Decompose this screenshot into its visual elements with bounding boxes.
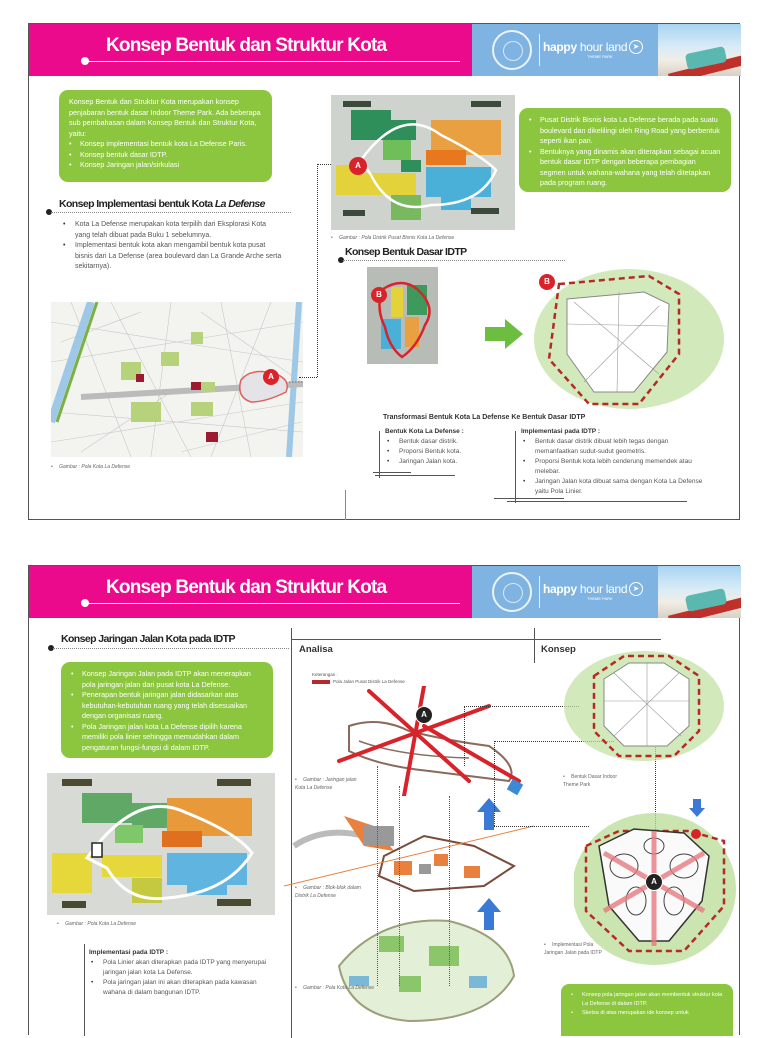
konsep-caption: • Bentuk Dasar Indoor Theme Park [563,773,628,789]
marker-b: B [371,287,387,303]
jaringan-box [61,662,273,758]
deco-rule [494,498,564,499]
header-photo [658,24,741,76]
section-heading-bentuk-dasar: Konsep Bentuk Dasar IDTP [345,246,467,258]
left-col-title: Bentuk Kota La Defense : [385,428,464,435]
column-divider [534,628,535,663]
jaringan-item: • Konsep Jaringan Jalan pada IDTP akan menerapkan pola jaringan jalan dari pusat kota La Defense. [71,669,263,690]
guide-line [399,786,400,986]
intro-item: • Konsep Jaringan jalan/sirkulasi [69,160,262,171]
transform-title: Transformasi Bentuk Kota La Defense Ke Bentuk Dasar IDTP [383,414,586,421]
bullet-item: • Implementasi bentuk kota akan mengambil bentuk kota pusat bisnis dari La Defense (area boulevard dan La Grande Arche serta sekitarnya). [63,241,283,273]
idtp-base-shape-small [559,651,734,766]
district-info-box [519,108,731,192]
right-col-item: • Proporsi Bentuk kota lebih cenderung memendek atau melebar. [523,457,713,477]
brand-tagline: THEME PARK [587,54,613,59]
connector-line [494,741,495,826]
deco-rule [345,490,346,520]
column-rule [291,639,661,640]
deco-rule [379,431,380,478]
left-col-list [387,437,507,467]
intro-box [59,90,272,182]
konsep-title: Konsep [541,644,576,655]
marker-a: A [645,873,663,891]
arrow-right-icon [485,317,525,351]
logo-divider [539,576,540,608]
right-col-list [523,437,713,497]
konsep-item: • Sketsa di atas merupakan ide konsep untuk [571,1009,723,1018]
district-map [331,95,515,230]
heading-rule [53,648,289,649]
fish-logo-icon: ➤ [629,582,643,596]
marker-a: A [415,706,433,724]
title-dot [81,57,89,65]
district-info-item: • Pusat Distrik Bisnis kota La Defense berada pada suatu boulevard dan dikelilingi oleh Ring Road yang berbentuk seperti ikan pari. [529,115,721,147]
intro-text: Konsep Bentuk dan Struktur Kota merupakan konsep penjabaran bentuk dasar Indoor Theme Park. Ada beberapa sub pembahasan dalam Konsep Bentuk dan Struktur Kota, yaitu: [69,97,261,138]
logo-divider [539,34,540,66]
page-header [29,566,739,618]
theme-park-seal-icon [492,572,532,612]
theme-park-seal-icon [492,30,532,70]
page-2 [28,565,740,1035]
city-map-sketch [319,906,519,1026]
deco-rule [515,431,516,503]
left-col-item: • Jaringan Jalan kota. [387,457,507,467]
title-underline [85,603,460,604]
district-map-caption: • Gambar : Pola Kota La Defense [57,921,136,927]
left-col-item: • Bentuk dasar distrik. [387,437,507,447]
impl-item: • Pola Linier akan diterapkan pada IDTP yang menyerupai jaringan jalan kota La Defense. [91,958,271,978]
konsep-box [561,984,733,1036]
heading-rule [51,212,291,213]
connector-line [299,377,317,378]
konsep-caption: • Implementasi Pola Jaringan Jalan pada IDTP [544,941,609,957]
heading-rule [343,260,565,261]
brand-tagline: THEME PARK [587,596,613,601]
district-map-rotated [367,267,438,364]
intro-item: • Konsep bentuk dasar IDTP. [69,150,262,161]
section-heading-jaringan: Konsep Jaringan Jalan Kota pada IDTP [61,633,235,645]
brand-logo: happy hour land [543,40,628,54]
bullet-item: • Kota La Defense merupakan kota terpilih dari Eksplorasi Kota yang telah dibuat pada Buku 1 sebelumnya. [63,220,283,241]
right-col-item: • Jaringan Jalan kota dibuat sama dengan Kota La Defense yaitu Pola Linier. [523,477,713,497]
district-map-caption: • Gambar : Pola Distrik Pusat Bisnis Kota La Defense [331,235,454,241]
analisa-caption: • Gambar : Jaringan jalan Kota La Defense [295,776,365,792]
section-heading-implementasi: Konsep Implementasi bentuk Kota La Defense [59,198,265,210]
brand-logo: happy hour land [543,582,628,596]
jaringan-item: • Pola Jaringan jalan kota La Defense dipilih karena memiliki pola linier sehingga memudahkan dalam pengaturan fungsi-fungsi di dalam IDTP. [71,722,263,754]
jaringan-item: • Penerapan bentuk jaringan jalan didasarkan atas kebutuhan-kebutuhan ruang yang telah disesuaikan dengan organisasi ruang. [71,690,263,722]
marker-a: A [349,157,367,175]
page-1 [28,23,740,520]
title-underline [85,61,460,62]
district-info-item: • Bentuknya yang dinamis akan diterapkan sebagai acuan bentuk dasar IDTP dengan beberapa pembagian segmen untuk wahana-wahana yang telah ditetapkan pada program ruang. [529,147,721,189]
la-defense-district-map [47,773,275,915]
analisa-title: Analisa [299,644,333,655]
legend-item: Pola Jalan Pusat Distrik La Defense [333,679,405,684]
deco-rule [373,472,411,473]
legend-label: Keterangan : [312,672,338,677]
konsep-item: • Konsep pola jaringan jalan akan membentuk struktur kota La Defense di dalam IDTP. [571,991,723,1009]
guide-line [449,796,450,986]
deco-rule [375,475,455,476]
right-col-title: Implementasi pada IDTP : [521,428,600,435]
left-col-item: • Proporsi Bentuk kota. [387,447,507,457]
marker-b: B [539,274,555,290]
title-dot [81,599,89,607]
deco-rule [507,501,687,502]
deco-rule [84,944,85,1036]
page-title: Konsep Bentuk dan Struktur Kota [106,577,387,598]
la-defense-city-map [51,302,303,457]
page-title: Konsep Bentuk dan Struktur Kota [106,35,387,56]
analisa-caption: • Gambar : Pola Kota La Defense [295,985,374,991]
impl-item: • Pola jaringan jalan ini akan diterapkan pada kawasan wahana di dalam bangunan IDTP. [91,978,271,998]
right-col-item: • Bentuk dasar distrik dibuat lebih tegas dengan memanfaatkan sudut-sudut geometris. [523,437,713,457]
legend-swatch [312,680,330,684]
intro-item: • Konsep implementasi bentuk kota La Defense Paris. [69,139,262,150]
marker-a: A [263,369,279,385]
connector-line [317,164,318,377]
guide-line [377,766,378,986]
header-photo [658,566,741,618]
city-map-caption: • Gambar : Pola Kota La Defense [51,464,130,470]
idtp-base-shape [529,264,734,414]
analisa-caption: • Gambar : Blok-blok dalam Distrik La Defense [295,884,367,900]
page-header [29,24,739,76]
fish-logo-icon: ➤ [629,40,643,54]
impl-title: Implementasi pada IDTP : [89,949,168,956]
implementasi-bullets [63,220,283,273]
impl-list [91,958,271,998]
connector-line [464,706,465,766]
